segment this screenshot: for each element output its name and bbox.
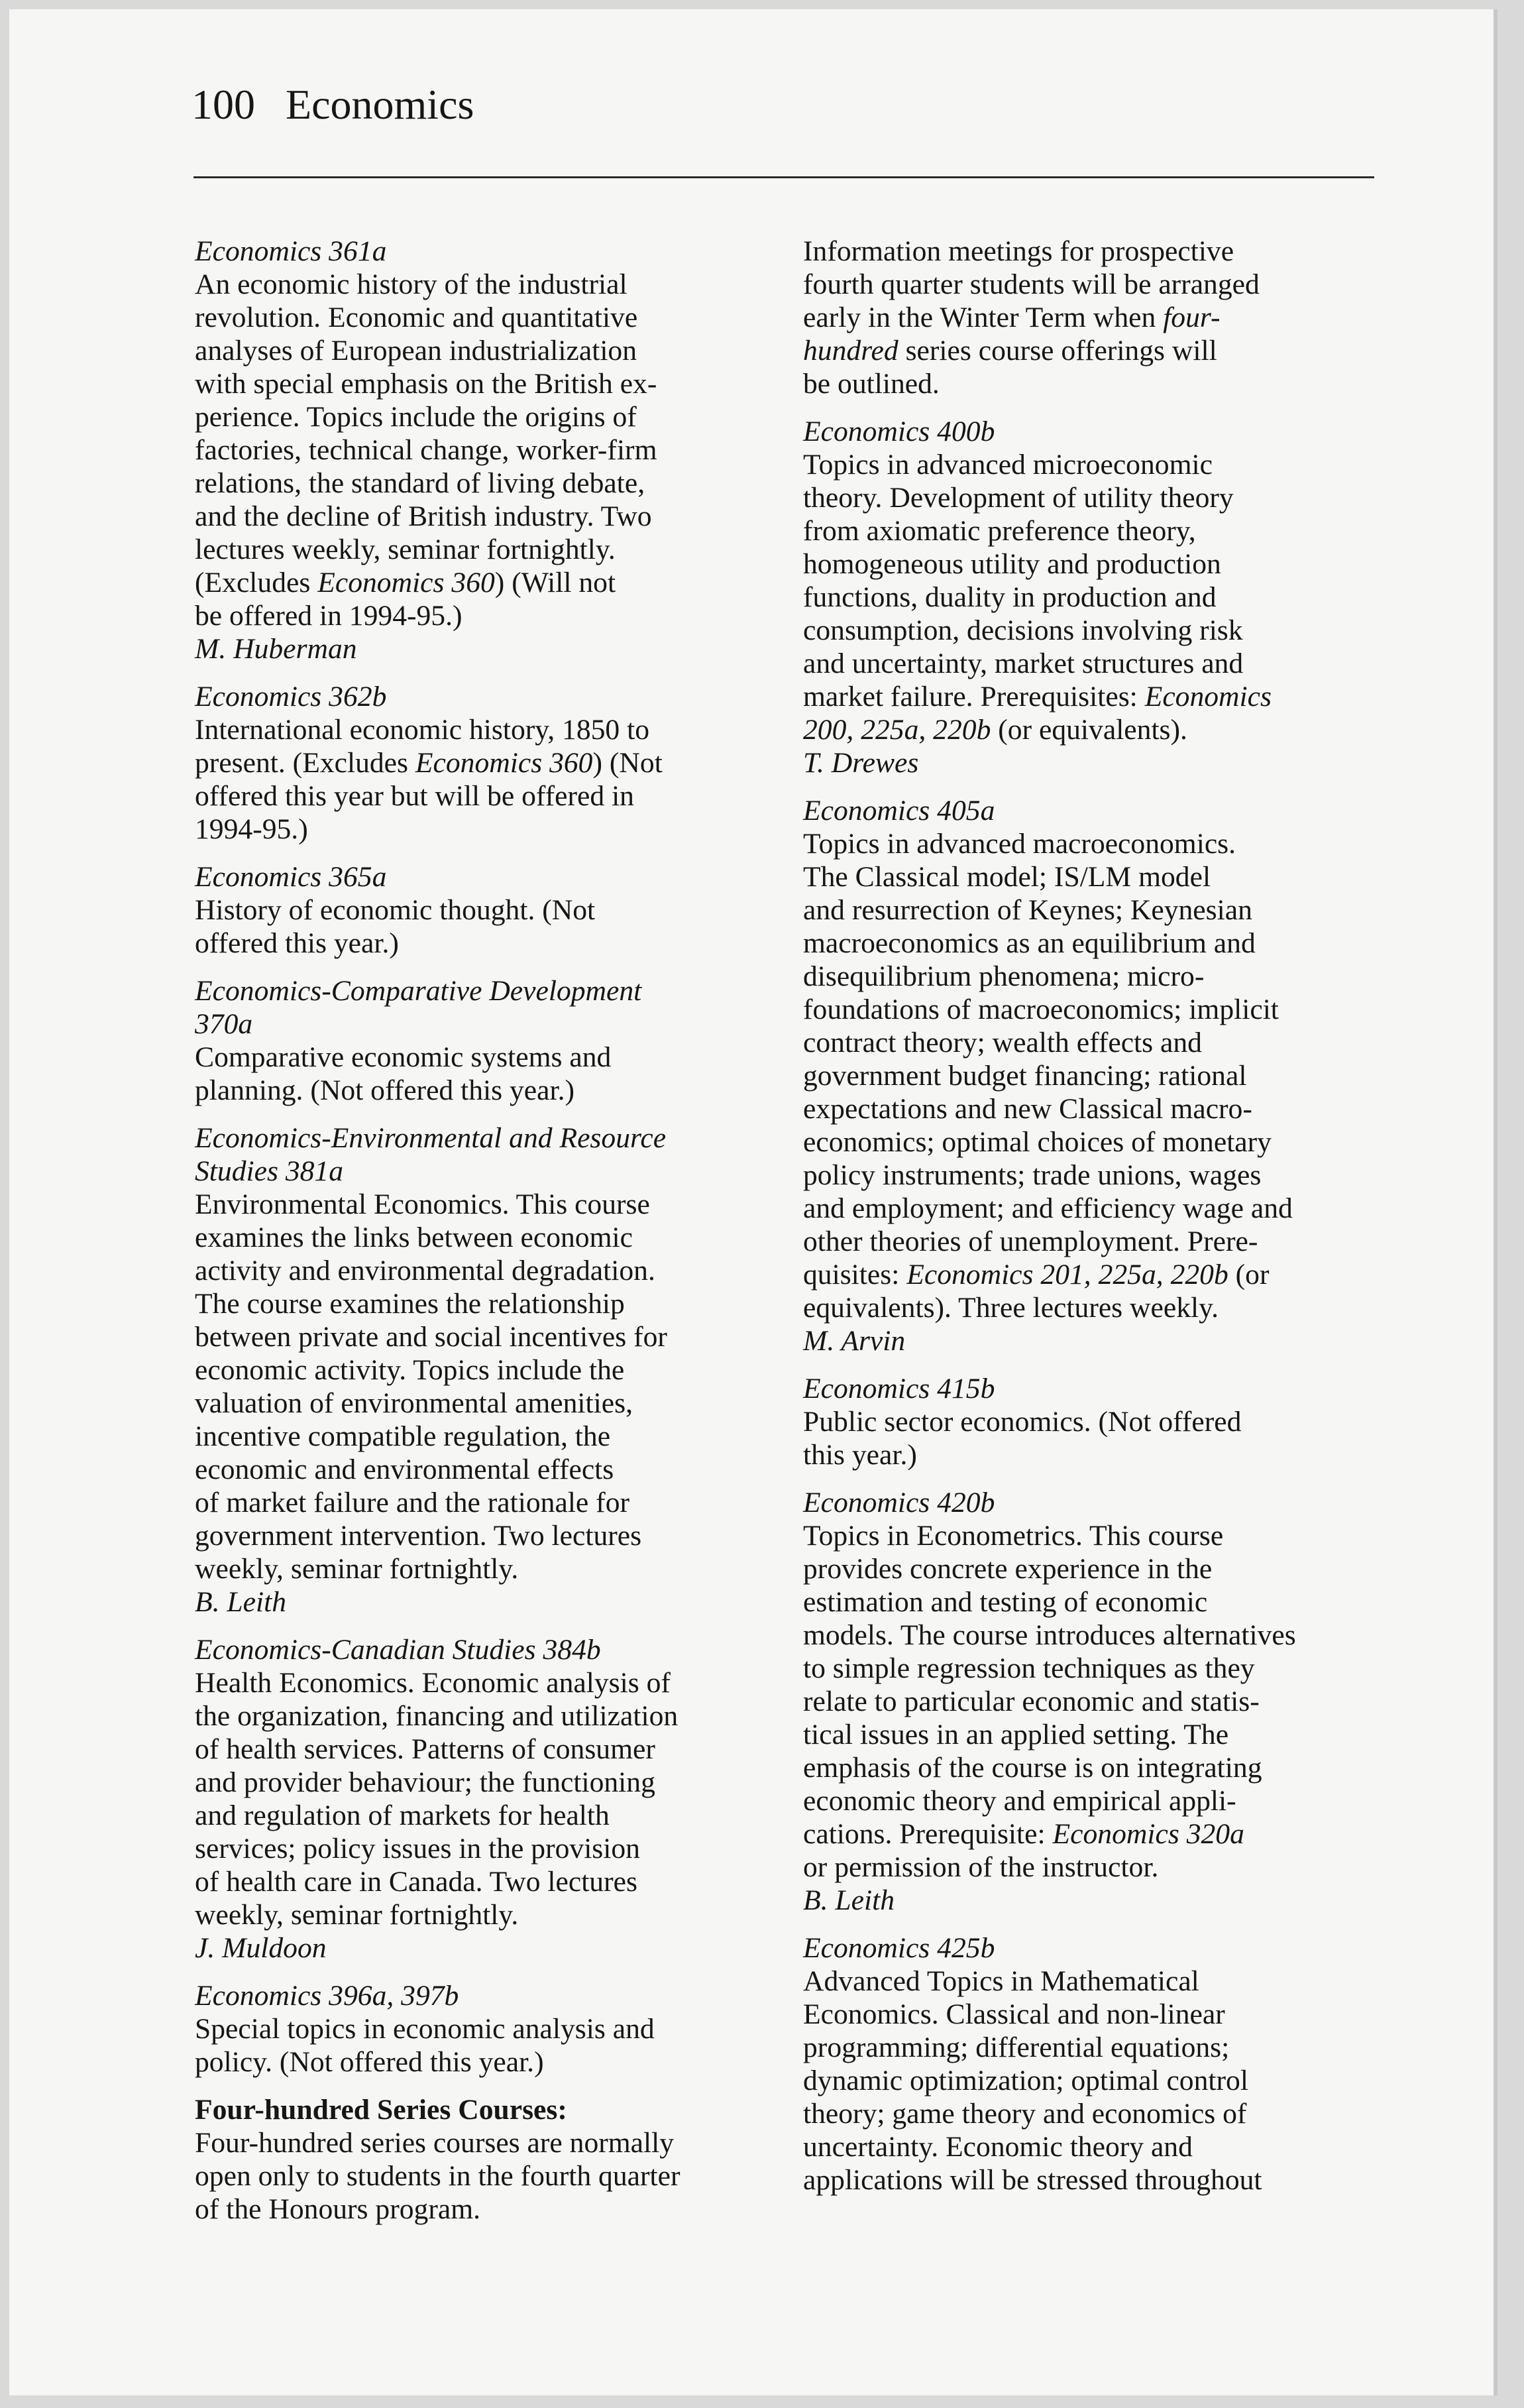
- course-description-line: weekly, seminar fortnightly.: [195, 1899, 519, 1931]
- course-description-line: provides concrete experience in the: [803, 1553, 1213, 1585]
- course-description-line: emphasis of the course is on integrating: [803, 1752, 1262, 1784]
- course-title-line: 370a: [195, 1008, 253, 1040]
- catalog-page: [9, 9, 1494, 2395]
- course-description-line: of health services. Patterns of consumer: [195, 1733, 655, 1765]
- course-description-line: of health care in Canada. Two lectures: [195, 1866, 637, 1898]
- course-entry: [803, 1372, 1374, 1471]
- course-description-line: Economics. Classical and non-linear: [803, 1998, 1225, 2030]
- course-description-line: quisites: Economics 201, 225a, 220b (or: [803, 1259, 1270, 1290]
- course-description-line: government budget financing; rational: [803, 1060, 1247, 1092]
- course-description-line: planning. (Not offered this year.): [195, 1074, 575, 1106]
- course-entry: [195, 1633, 758, 1965]
- course-description-line: Advanced Topics in Mathematical: [803, 1965, 1199, 1997]
- course-description-line: with special emphasis on the British ex-: [195, 368, 657, 400]
- course-description-line: 1994-95.): [195, 813, 308, 845]
- course-title: Economics 405a: [803, 795, 995, 827]
- course-description-line: revolution. Economic and quantitative: [195, 302, 638, 333]
- course-instructor: B. Leith: [803, 1884, 895, 1916]
- course-description-line: equivalents). Three lectures weekly.: [803, 1292, 1219, 1324]
- course-title: Economics 415b: [803, 1373, 995, 1405]
- course-description-line: lectures weekly, seminar fortnightly.: [195, 534, 616, 565]
- course-description-line: The course examines the relationship: [195, 1288, 625, 1320]
- course-description-line: cations. Prerequisite: Economics 320a: [803, 1818, 1244, 1850]
- course-description-line: analyses of European industrialization: [195, 335, 637, 367]
- section-heading-text: Four-hundred Series Courses: [195, 2094, 558, 2126]
- course-description-line: economic activity. Topics include the: [195, 1354, 625, 1386]
- course-entry: [195, 1979, 758, 2079]
- course-description-line: activity and environmental degradation.: [195, 1255, 655, 1287]
- course-title: Economics 425b: [803, 1932, 995, 1964]
- course-description-line: offered this year.): [195, 927, 399, 959]
- course-entry: [803, 1931, 1374, 2197]
- course-title: Economics 400b: [803, 416, 995, 447]
- course-entry: [803, 415, 1374, 779]
- right-column: [803, 235, 1374, 2211]
- course-description-line: theory. Development of utility theory: [803, 482, 1234, 514]
- header-rule: [193, 176, 1374, 178]
- course-entry: [803, 794, 1374, 1357]
- course-description-line: Environmental Economics. This course: [195, 1188, 650, 1220]
- course-instructor: M. Arvin: [803, 1325, 906, 1357]
- course-description-line: The Classical model; IS/LM model: [803, 861, 1211, 893]
- course-description-line: be offered in 1994-95.): [195, 600, 463, 632]
- paragraph-line: Information meetings for prospective: [803, 235, 1234, 267]
- course-description-line: contract theory; wealth effects and: [803, 1027, 1202, 1059]
- course-entry: [195, 860, 758, 960]
- course-description-line: government intervention. Two lectures: [195, 1520, 642, 1552]
- course-description-line: to simple regression techniques as they: [803, 1652, 1255, 1684]
- course-description-line: and resurrection of Keynes; Keynesian: [803, 894, 1252, 926]
- course-title-line: Economics-Comparative Development: [195, 975, 642, 1007]
- course-description-line: policy. (Not offered this year.): [195, 2046, 544, 2078]
- course-description-line: functions, duality in production and: [803, 581, 1217, 613]
- course-description-line: Topics in advanced macroeconomics.: [803, 828, 1236, 860]
- course-entry: [195, 1121, 758, 1619]
- section-body-line: of the Honours program.: [195, 2193, 480, 2225]
- course-description-line: offered this year but will be offered in: [195, 780, 634, 812]
- course-description-line: economic and environmental effects: [195, 1454, 614, 1485]
- course-description-line: 200, 225a, 220b (or equivalents).: [803, 714, 1187, 746]
- paragraph-line: be outlined.: [803, 368, 940, 400]
- course-description-line: homogeneous utility and production: [803, 548, 1221, 580]
- course-entry: [803, 1486, 1374, 1917]
- page-title: Economics: [286, 81, 474, 128]
- course-description-line: Public sector economics. (Not offered: [803, 1406, 1242, 1438]
- course-description-line: policy instruments; trade unions, wages: [803, 1159, 1262, 1191]
- course-description-line: dynamic optimization; optimal control: [803, 2065, 1248, 2096]
- paragraph-line: fourth quarter students will be arranged: [803, 268, 1260, 300]
- course-title: Economics 365a: [195, 861, 387, 893]
- course-instructor: J. Muldoon: [195, 1932, 327, 1964]
- course-entry: [195, 235, 758, 665]
- course-title: [195, 974, 758, 1041]
- paragraph-line: early in the Winter Term when four-: [803, 302, 1221, 333]
- course-title: Economics 396a, 397b: [195, 1980, 459, 2012]
- course-description-line: expectations and new Classical macro-: [803, 1093, 1252, 1125]
- course-description-line: perience. Topics include the origins of: [195, 401, 637, 433]
- course-instructor: M. Huberman: [195, 633, 357, 665]
- course-description-line: tical issues in an applied setting. The: [803, 1719, 1229, 1750]
- course-title: Economics 361a: [195, 235, 387, 267]
- course-description-line: this year.): [803, 1439, 917, 1471]
- course-description-line: present. (Excludes Economics 360) (Not: [195, 747, 663, 779]
- course-description-line: and the decline of British industry. Two: [195, 500, 652, 532]
- course-description-line: valuation of environmental amenities,: [195, 1387, 633, 1419]
- course-description-line: disequilibrium phenomena; micro-: [803, 960, 1205, 992]
- course-entry: [195, 680, 758, 846]
- page-header: [191, 81, 474, 128]
- course-description-line: consumption, decisions involving risk: [803, 614, 1243, 646]
- section-heading: Four-hundred Series Courses:: [195, 2094, 567, 2126]
- course-description-line: of market failure and the rationale for: [195, 1487, 630, 1519]
- course-description-line: History of economic thought. (Not: [195, 894, 596, 926]
- section-body-line: Four-hundred series courses are normally: [195, 2127, 675, 2159]
- course-description-line: uncertainty. Economic theory and: [803, 2131, 1193, 2163]
- course-description-line: International economic history, 1850 to: [195, 714, 650, 746]
- course-description-line: Topics in Econometrics. This course: [803, 1520, 1224, 1552]
- course-description-line: and regulation of markets for health: [195, 1800, 610, 1831]
- course-description-line: applications will be stressed throughout: [803, 2164, 1262, 2196]
- course-description-line: (Excludes Economics 360) (Will not: [195, 567, 616, 599]
- course-description-line: foundations of macroeconomics; implicit: [803, 994, 1279, 1025]
- course-description-line: estimation and testing of economic: [803, 1586, 1208, 1618]
- course-title: [195, 1121, 758, 1188]
- course-description-line: the organization, financing and utilization: [195, 1700, 679, 1732]
- course-description-line: between private and social incentives for: [195, 1321, 667, 1353]
- course-entry: [195, 974, 758, 1107]
- course-instructor: B. Leith: [195, 1586, 287, 1618]
- course-description-line: relate to particular economic and statis-: [803, 1686, 1260, 1717]
- page-number: 100: [191, 81, 255, 128]
- course-description-line: relations, the standard of living debate,: [195, 467, 645, 499]
- course-description-line: incentive compatible regulation, the: [195, 1420, 611, 1452]
- course-description-line: models. The course introduces alternatives: [803, 1619, 1296, 1651]
- course-description-line: from axiomatic preference theory,: [803, 515, 1196, 547]
- course-title: Economics 420b: [803, 1487, 995, 1519]
- course-description-line: and uncertainty, market structures and: [803, 648, 1244, 679]
- course-description-line: Health Economics. Economic analysis of: [195, 1667, 671, 1699]
- course-instructor: T. Drewes: [803, 747, 919, 779]
- course-title: Economics-Canadian Studies 384b: [195, 1634, 601, 1666]
- four-hundred-section: [195, 2093, 758, 2226]
- section-body-line: open only to students in the fourth quarter: [195, 2160, 680, 2192]
- course-title: Economics 362b: [195, 681, 387, 713]
- course-description-line: theory; game theory and economics of: [803, 2098, 1247, 2130]
- course-title-line: Studies 381a: [195, 1155, 344, 1187]
- course-description-line: or permission of the instructor.: [803, 1851, 1159, 1883]
- course-description-line: economic theory and empirical appli-: [803, 1785, 1236, 1817]
- course-description-line: market failure. Prerequisites: Economics: [803, 681, 1272, 713]
- course-description-line: economics; optimal choices of monetary: [803, 1126, 1272, 1158]
- course-description-line: factories, technical change, worker-firm: [195, 434, 657, 466]
- course-description-line: Comparative economic systems and: [195, 1041, 612, 1073]
- course-description-line: Special topics in economic analysis and: [195, 2013, 655, 2045]
- course-description-line: and provider behaviour; the functioning: [195, 1766, 655, 1798]
- course-description-line: and employment; and efficiency wage and: [803, 1192, 1293, 1224]
- course-description-line: An economic history of the industrial: [195, 268, 627, 300]
- course-description-line: weekly, seminar fortnightly.: [195, 1553, 519, 1585]
- course-description-line: services; policy issues in the provision: [195, 1833, 640, 1864]
- course-description-line: macroeconomics as an equilibrium and: [803, 927, 1256, 959]
- left-column: [195, 235, 758, 2240]
- course-title-line: Economics-Environmental and Resource: [195, 1122, 667, 1154]
- course-description-line: Topics in advanced microeconomic: [803, 449, 1213, 481]
- course-description-line: other theories of unemployment. Prere-: [803, 1226, 1258, 1257]
- course-description-line: examines the links between economic: [195, 1222, 633, 1253]
- course-description-line: programming; differential equations;: [803, 2032, 1230, 2063]
- info-meetings-paragraph: [803, 235, 1374, 400]
- paragraph-line: hundred series course offerings will: [803, 335, 1217, 367]
